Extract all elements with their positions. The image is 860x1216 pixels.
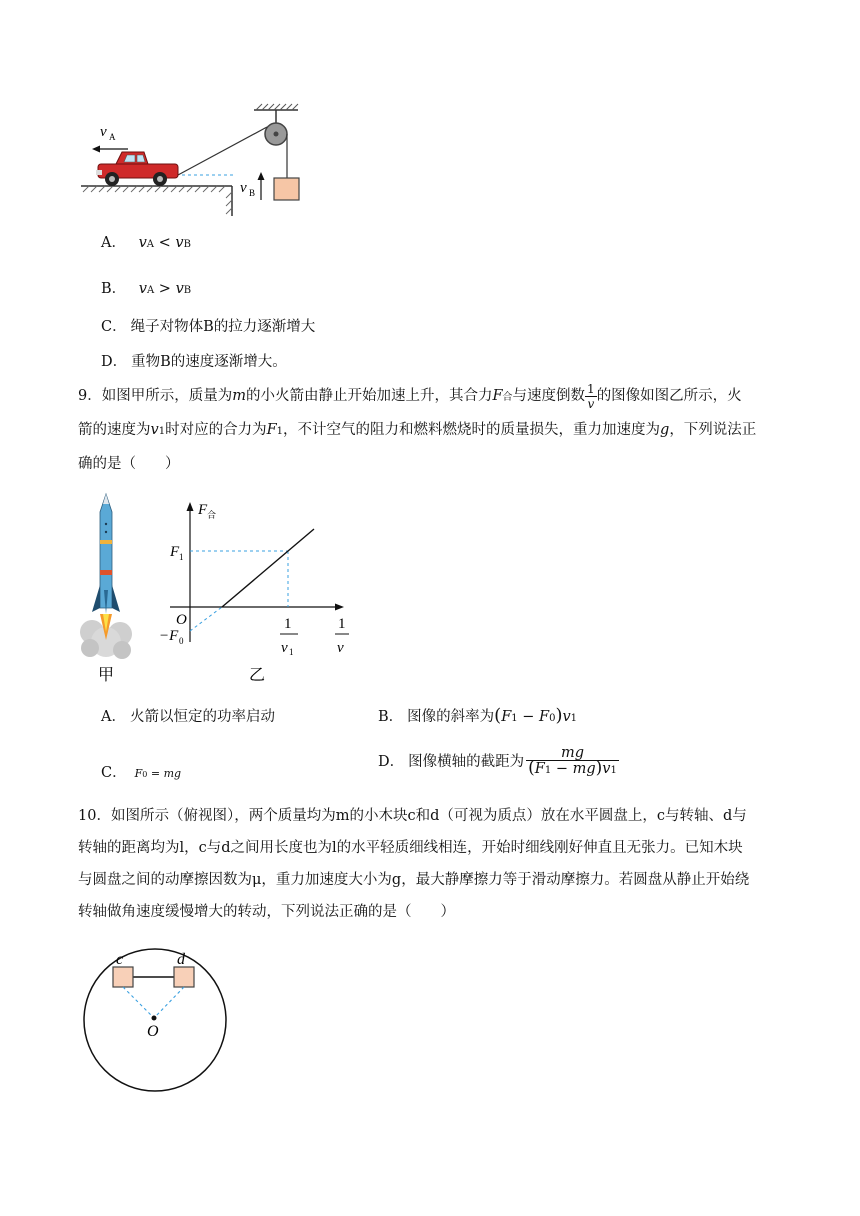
q9-option-d[interactable]: D． 图像横轴的截距为 $\frac{mg}{(F1 - mg)v1}$ xyxy=(378,745,617,778)
svg-text:0: 0 xyxy=(179,636,184,646)
q9-option-a[interactable]: A． 火箭以恒定的功率启动 xyxy=(101,709,275,725)
axis-x-den: v xyxy=(337,640,344,656)
q9-line-3: 确的是（ ） xyxy=(78,456,180,472)
q9-stem xyxy=(78,380,784,480)
block-c xyxy=(113,967,133,987)
disk-diagram xyxy=(80,940,240,1100)
q8-option-a[interactable]: A． vA < vB xyxy=(101,235,191,251)
axis-point xyxy=(152,1016,157,1021)
tick-f0: −F xyxy=(159,628,179,644)
tick-f1: F xyxy=(170,544,180,560)
rocket-icon xyxy=(76,490,138,686)
truck-pulley-diagram xyxy=(78,100,318,220)
tick-x-den: v xyxy=(281,640,288,656)
block-b xyxy=(274,178,299,200)
q9-option-c[interactable]: C． F0 = mg xyxy=(101,765,182,781)
caption-jia: 甲 xyxy=(98,667,115,684)
q10-line-2: 转轴的距离均为l，c与d之间用长度也为l的水平轻质细线相连，开始时细线刚好伸直且无张力。已知木块 xyxy=(78,840,743,856)
axis-x-num: 1 xyxy=(338,616,346,632)
q10-line-3: 与圆盘之间的动摩擦因数为μ，重力加速度大小为g，最大静摩擦力等于滑动摩擦力。若圆盘从静止开始绕 xyxy=(78,872,750,888)
svg-text:A: A xyxy=(109,132,116,142)
q8-option-d[interactable]: D． 重物B的速度逐渐增大。 xyxy=(101,354,287,370)
label-o: O xyxy=(147,1023,159,1040)
label-va: v xyxy=(100,124,107,140)
truck-icon xyxy=(96,152,178,186)
q9-option-b[interactable]: B． 图像的斜率为(F1 − F0)v1 xyxy=(378,705,578,726)
origin-label: O xyxy=(176,612,187,628)
graph-line xyxy=(222,529,314,607)
q9-graph-figure xyxy=(150,494,360,686)
svg-text:1: 1 xyxy=(179,552,184,562)
q8-option-c[interactable]: C． 绳子对物体B的拉力逐渐增大 xyxy=(101,319,316,335)
svg-text:1: 1 xyxy=(289,647,294,657)
label-c: c xyxy=(116,951,124,968)
svg-text:合: 合 xyxy=(207,510,217,520)
block-d xyxy=(174,967,194,987)
q8-figure xyxy=(78,100,318,220)
q10-line-1: 10．如图所示（俯视图），两个质量均为m的小木块c和d（可视为质点）放在水平圆盘上，c与转轴、d与 xyxy=(78,808,747,824)
q9-line-1: 9．如图甲所示，质量为m的小火箭由静止开始加速上升，其合力F合与速度倒数 $\frac{1}{v}$ 的图像如图乙所示，火 xyxy=(78,381,742,411)
q8-option-b[interactable]: B． vA > vB xyxy=(101,281,192,297)
label-d: d xyxy=(177,951,185,968)
q10-figure xyxy=(80,940,240,1100)
svg-text:B: B xyxy=(249,188,256,198)
caption-yi: 乙 xyxy=(249,667,266,684)
q9-line-2: 箭的速度为v1时对应的合力为F1，不计空气的阻力和燃料燃烧时的质量损失，重力加速度为g，下列说法正 xyxy=(78,422,757,438)
q10-line-4: 转轴做角速度缓慢增大的转动，下列说法正确的是（ ） xyxy=(78,904,455,920)
axis-y-label: F xyxy=(198,502,208,518)
q10-stem xyxy=(78,800,784,928)
tick-x-num: 1 xyxy=(284,616,292,632)
q9-rocket-figure xyxy=(76,490,138,686)
label-vb: v xyxy=(240,180,247,196)
force-velocity-graph xyxy=(150,494,360,686)
